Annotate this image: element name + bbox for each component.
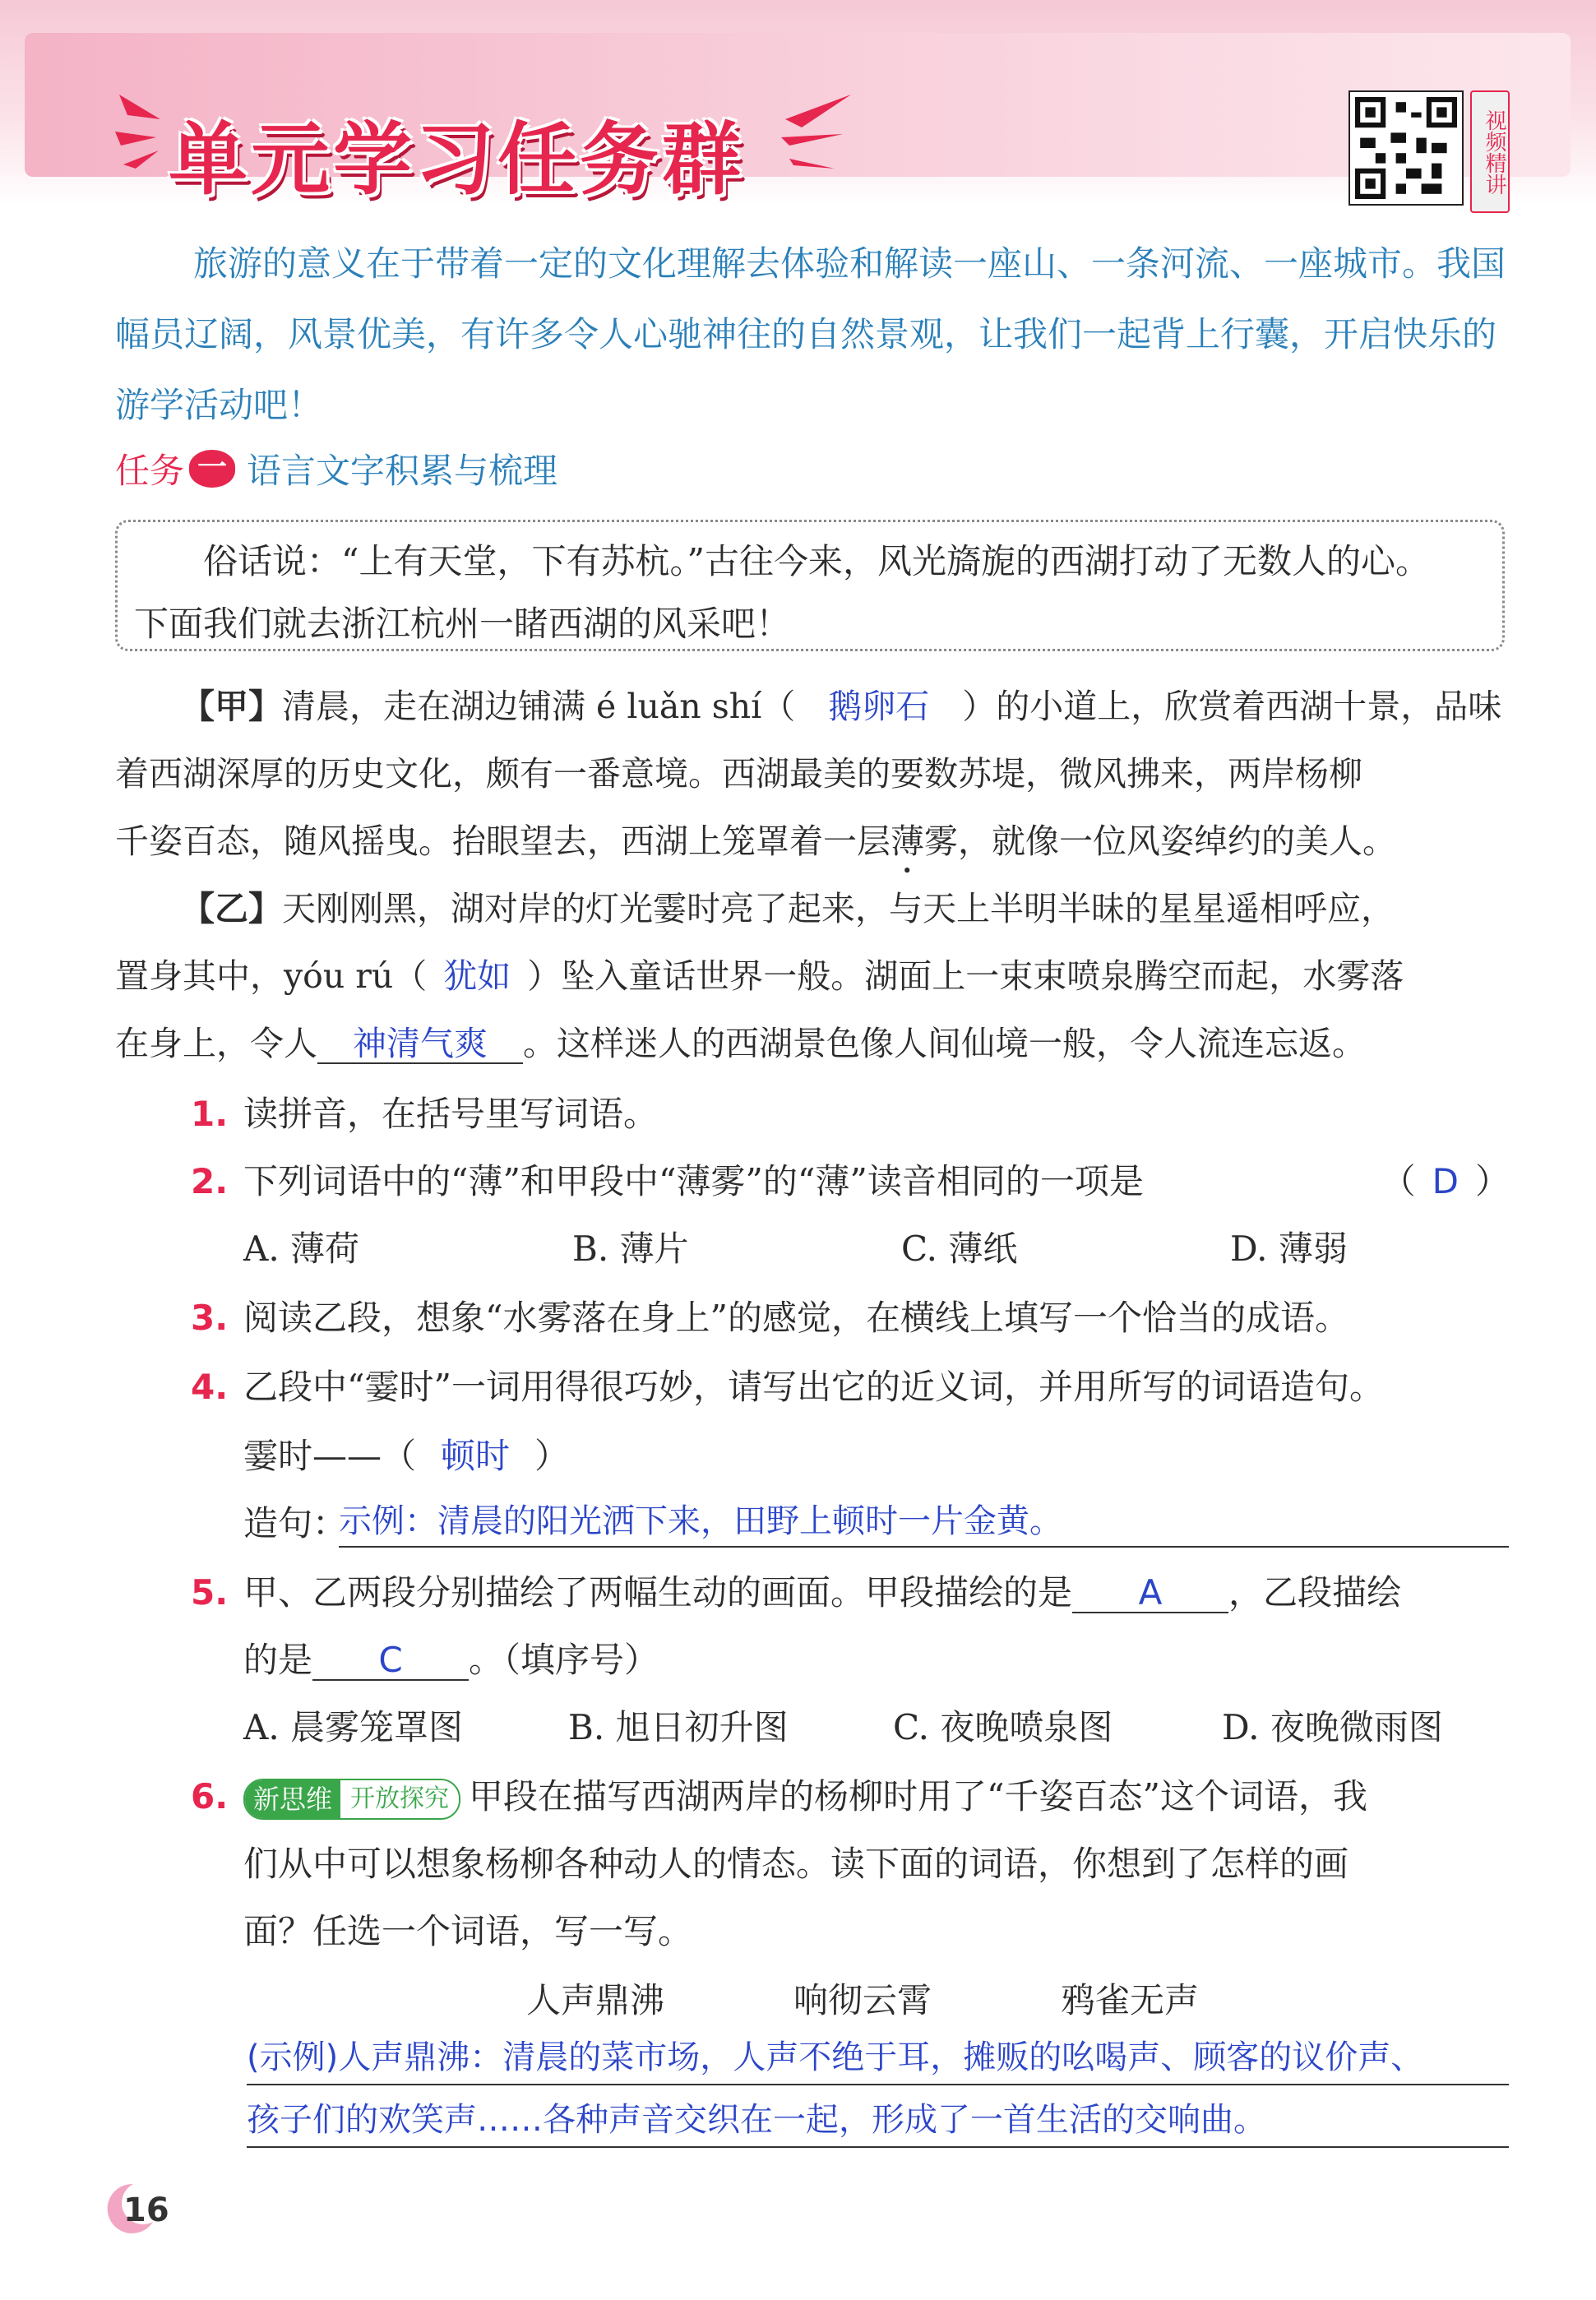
q4-synonym xyxy=(243,1423,1559,1490)
quote-line-2: 下面我们就去浙江杭州一睹西湖的风采吧！ xyxy=(134,604,791,644)
q4-synonym-label: 霎时——（ xyxy=(243,1436,417,1476)
q6-word-list xyxy=(526,1967,1596,2034)
q5-option-c[interactable]: C. 夜晚喷泉图 xyxy=(893,1707,1113,1747)
jia-line-1a: 清晨，走在湖边铺满 é luǎn shí（ xyxy=(282,687,796,726)
jia-line-2: 着西湖深厚的历史文化，颇有一番意境。西湖最美的要数苏堤，微风拂来，两岸杨柳 xyxy=(115,754,1362,794)
q2-answer: D xyxy=(1432,1161,1459,1201)
answer-blank-idiom[interactable]: 神清气爽 xyxy=(317,1025,523,1064)
jia-line-3a: 千姿百态，随风摇曳。抬眼望去，西湖上笼罩着一层 xyxy=(115,821,891,861)
q5-line-1 xyxy=(243,1559,1514,1627)
badge-new-thinking: 新思维 xyxy=(245,1780,340,1818)
q3-number: 3. xyxy=(191,1298,229,1338)
paragraph-yi xyxy=(115,875,1513,1077)
yi-line-3b: 。这样迷人的西湖景色像人间仙境一般，令人流连忘返。 xyxy=(523,1024,1366,1063)
q2-option-c[interactable]: C. 薄纸 xyxy=(901,1229,1018,1269)
q5-number: 5. xyxy=(191,1572,229,1613)
answer-youru: 犹如 xyxy=(443,956,511,996)
q5-answer-jia[interactable]: A xyxy=(1072,1574,1228,1613)
q4-sentence-answer[interactable]: 示例：清晨的阳光洒下来，田野上顿时一片金黄。 xyxy=(339,1497,1509,1548)
q4-sentence-label: 造句： xyxy=(243,1503,348,1543)
q5-option-a[interactable]: A. 晨雾笼罩图 xyxy=(243,1707,464,1747)
qr-code-icon[interactable] xyxy=(1349,90,1464,206)
q5-text-a: 甲、乙两段分别描绘了两幅生动的画面。甲段描绘的是 xyxy=(243,1572,1073,1613)
q2-number: 2. xyxy=(191,1161,229,1201)
q5-option-d[interactable]: D. 夜晚微雨图 xyxy=(1222,1707,1443,1747)
q6-word-2[interactable]: 响彻云霄 xyxy=(793,1980,932,2020)
page-number: 16 xyxy=(123,2191,169,2229)
q2-paren-right: ） xyxy=(1474,1161,1510,1201)
yi-tag: 【乙】 xyxy=(181,889,282,928)
q6-word-3[interactable]: 鸦雀无声 xyxy=(1061,1980,1200,2020)
header-banner xyxy=(0,0,1596,206)
q1-number: 1. xyxy=(191,1094,229,1134)
task-number-badge: 一 xyxy=(189,450,235,488)
q6-answer-line-2[interactable]: 孩子们的欢笑声……各种声音交织在一起，形成了一首生活的交响曲。 xyxy=(247,2094,1509,2148)
q5-line-2 xyxy=(243,1627,1559,1694)
q6-line-1 xyxy=(243,1763,1514,1830)
q3-text: 阅读乙段，想象“水雾落在身上”的感觉，在横线上填写一个恰当的成语。 xyxy=(243,1298,1349,1338)
yi-line-2a: 置身其中，yóu rú（ xyxy=(115,956,428,996)
q2-text: 下列词语中的“薄”和甲段中“薄雾”的“薄”读音相同的一项是 xyxy=(243,1161,1144,1201)
q6-number: 6. xyxy=(191,1776,229,1816)
q2-row xyxy=(243,1148,1510,1215)
q5-text-b: ，乙段描绘 xyxy=(1228,1572,1402,1613)
jia-line-1b: ）的小道上，欣赏着西湖十景，品味 xyxy=(962,687,1502,726)
q2-option-a[interactable]: A. 薄荷 xyxy=(243,1229,360,1269)
left-decoration-icon xyxy=(111,86,169,177)
q5-answer-yi[interactable]: C xyxy=(312,1641,469,1681)
q2-paren-left: （ xyxy=(1381,1161,1416,1201)
q6-word-1[interactable]: 人声鼎沸 xyxy=(526,1980,665,2020)
badge-open-explore: 开放探究 xyxy=(340,1780,459,1818)
quote-line-1: 俗话说：“上有天堂，下有苏杭。”古往今来，风光旖旎的西湖打动了无数人的心。 xyxy=(203,541,1430,581)
q6-text-1: 甲段在描写西湖两岸的杨柳时用了“千姿百态”这个词语，我 xyxy=(469,1776,1367,1816)
intro-text: 旅游的意义在于带着一定的文化理解去体验和解读一座山、一条河流、一座城市。我国幅员辽阔，风景优美，有许多令人心驰神往的自然景观，让我们一起背上行囊，开启快乐的游学活动吧！ xyxy=(115,243,1506,425)
q4-synonym-close: ） xyxy=(534,1436,570,1476)
page-title: 单元学习任务群 xyxy=(169,113,744,206)
video-tag: 视频精讲 xyxy=(1470,90,1510,213)
q5-text-c: 的是 xyxy=(243,1640,313,1680)
emphasized-bao: 薄 xyxy=(891,821,924,861)
task-label: 任务 xyxy=(115,451,185,491)
paragraph-jia xyxy=(115,673,1513,881)
q2-answer-paren[interactable] xyxy=(1381,1148,1510,1215)
task-title: 语言文字积累与梳理 xyxy=(247,451,558,491)
q2-option-b[interactable]: B. 薄片 xyxy=(572,1229,689,1269)
jia-tag: 【甲】 xyxy=(181,687,282,726)
q4-number: 4. xyxy=(191,1367,229,1407)
yi-line-2b: ）坠入童话世界一般。湖面上一束束喷泉腾空而起，水雾落 xyxy=(527,956,1404,996)
q5-text-d: 。（填序号） xyxy=(469,1640,659,1680)
q5-option-b[interactable]: B. 旭日初升图 xyxy=(568,1707,789,1747)
right-decoration-icon xyxy=(769,86,859,177)
q2-options xyxy=(243,1215,1348,1283)
yi-line-1: 天刚刚黑，湖对岸的灯光霎时亮了起来，与天上半明半昧的星星遥相呼应， xyxy=(282,889,1395,928)
q6-answer-line-1[interactable]: (示例)人声鼎沸：清晨的菜市场，人声不绝于耳，摊贩的吆喝声、顾客的议价声、 xyxy=(247,2031,1509,2085)
q6-text-2: 们从中可以想象杨柳各种动人的情态。读下面的词语，你想到了怎样的画 xyxy=(243,1844,1349,1884)
q6-text-3: 面？任选一个词语，写一写。 xyxy=(243,1911,693,1951)
q2-option-d[interactable]: D. 薄弱 xyxy=(1230,1229,1348,1269)
yi-line-3a: 在身上，令人 xyxy=(115,1024,317,1063)
task-heading xyxy=(115,444,557,493)
answer-eluanshi: 鹅卵石 xyxy=(828,687,930,726)
intro-paragraph xyxy=(115,229,1513,441)
new-thinking-badge xyxy=(243,1779,460,1820)
q5-options xyxy=(243,1694,1443,1761)
q4-text: 乙段中“霎时”一词用得很巧妙，请写出它的近义词，并用所写的词语造句。 xyxy=(243,1367,1384,1407)
q4-synonym-answer: 顿时 xyxy=(441,1436,511,1476)
jia-line-3b: 雾，就像一位风姿绰约的美人。 xyxy=(924,821,1396,861)
q1-text: 读拼音，在括号里写词语。 xyxy=(243,1094,659,1134)
quote-box xyxy=(115,520,1505,651)
